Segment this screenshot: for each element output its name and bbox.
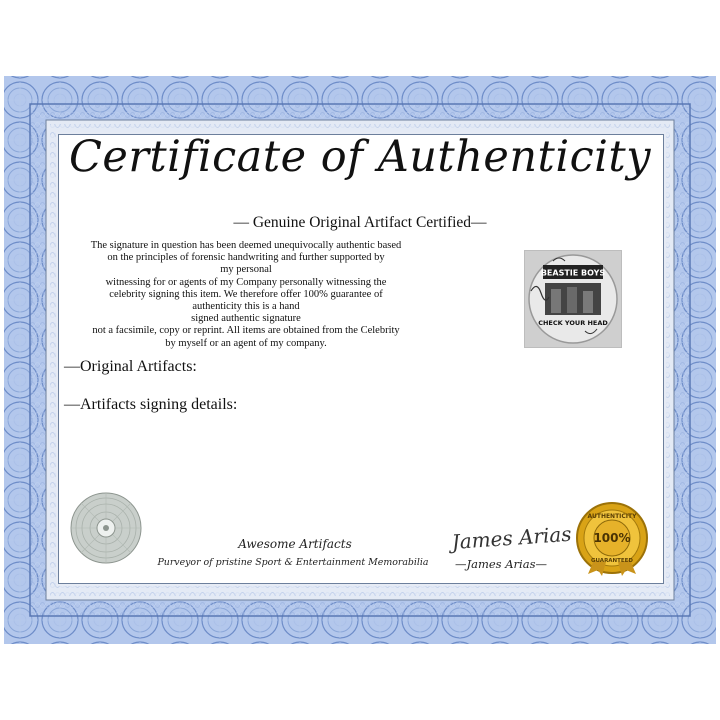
certificate-subtitle: — Genuine Original Artifact Certified— (233, 214, 487, 231)
signing-details-label: —Artifacts signing details: (64, 396, 238, 413)
photo-band-name: BEASTIE BOYS (540, 268, 606, 278)
statement-line: celebrity signing this item. We therefore offer 100% guarantee of (109, 288, 383, 300)
statement-line: on the principles of forensic handwriting and further supported by (107, 252, 385, 264)
company-name: Awesome Artifacts (238, 537, 352, 551)
statement-line: witnessing for or agents of my Company personally witnessing the (105, 276, 387, 288)
seal-bottom-text: GUARANTEED (591, 558, 633, 564)
statement-line: my personal (220, 264, 272, 276)
signed-button-photo (524, 250, 622, 348)
handwritten-signature (446, 521, 573, 558)
company-tagline: Purveyor of pristine Sport & Entertainment Memorabilia (157, 557, 429, 568)
photo-image (525, 251, 621, 347)
seal-top-text: AUTHENTICITY (587, 513, 637, 520)
statement-line: signed authentic signature (191, 313, 301, 325)
statement-line: The signature in question has been deemed unequivocally authentic based (90, 240, 402, 251)
certification-statement (64, 240, 428, 350)
gold-guarantee-seal-icon (574, 500, 650, 576)
certificate-title: Certificate of Authenticity (69, 132, 651, 182)
signature-text: James Arias (450, 521, 573, 555)
photo-album-text: CHECK YOUR HEAD (538, 319, 608, 327)
statement-line: not a facsimile, copy or reprint. All items are obtained from the Celebrity (92, 325, 400, 337)
statement-line: by myself or an agent of my company. (165, 337, 327, 349)
seal-center-text: 100% (593, 531, 631, 545)
statement-line: authenticity this is a hand (192, 301, 300, 313)
original-artifacts-label: —Original Artifacts: (64, 358, 197, 375)
signer-name: —James Arias— (455, 557, 547, 571)
silver-rosette-seal-icon (68, 490, 144, 566)
